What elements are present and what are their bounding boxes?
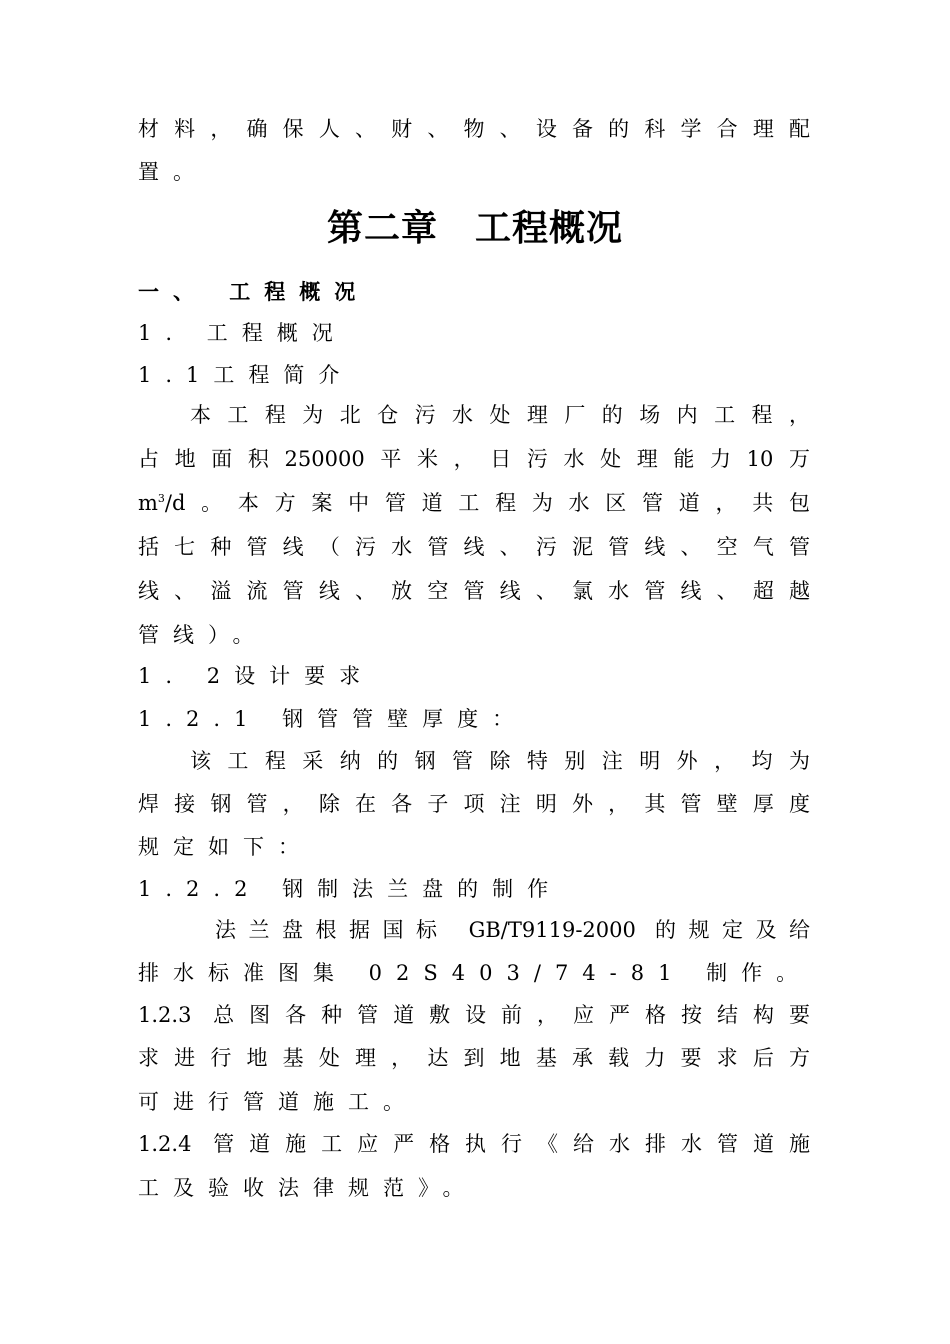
paragraph-line: 1.2.4 管道施工应严格执行《给水排水管道施: [138, 1132, 810, 1156]
chapter-title: 第二章 工程概况: [326, 207, 623, 249]
section-heading: 一、 工程概况: [138, 279, 370, 304]
paragraph-line: 法兰盘根据国标 GB/T9119-2000 的规定及给: [215, 918, 810, 942]
paragraph-line: 焊接钢管，除在各子项注明外，其管壁厚度: [138, 792, 810, 816]
paragraph-line: 排水标准图集 02S403/74-81 制作。: [138, 961, 812, 985]
paragraph-line: 括七种管线（污水管线、污泥管线、空气管: [138, 535, 810, 559]
paragraph-line: 该工程采纳的钢管除特别注明外，均为: [190, 749, 810, 773]
paragraph-line: 工及验收法律规范》。: [138, 1176, 478, 1200]
subsection-heading: 1.2.1 钢管管壁厚度：: [138, 707, 528, 731]
paragraph-line: 管线）。: [138, 623, 268, 647]
paragraph-line: 置。: [138, 160, 208, 184]
paragraph-line: 占地面积250000平米，日污水处理能力10万: [138, 447, 810, 471]
paragraph-line: 材料，确保人、财、物、设备的科学合理配: [138, 117, 810, 141]
paragraph-line: 可进行管道施工。: [138, 1090, 418, 1114]
subsection-heading: 1.2.2 钢制法兰盘的制作: [138, 877, 563, 901]
line-text: /d。本方案中管道工程为水区管道，共包: [164, 491, 810, 515]
subsection-heading: 1. 2设计要求: [138, 664, 375, 688]
subsection-heading: 1.1工程简介: [138, 363, 354, 387]
unit-base: m: [138, 491, 158, 515]
unit-superscript: 3: [157, 492, 165, 505]
subsection-heading: 1. 工程概况: [138, 321, 347, 345]
paragraph-line: 规定如下：: [138, 835, 313, 859]
paragraph-line: 本工程为北仓污水处理厂的场内工程，: [190, 403, 810, 427]
paragraph-line: 求进行地基处理，达到地基承载力要求后方: [138, 1046, 810, 1070]
paragraph-line: 1.2.3 总图各种管道敷设前，应严格按结构要: [138, 1003, 810, 1027]
paragraph-line: [138, 488, 810, 518]
paragraph-line: 线、溢流管线、放空管线、氯水管线、超越: [138, 579, 810, 603]
